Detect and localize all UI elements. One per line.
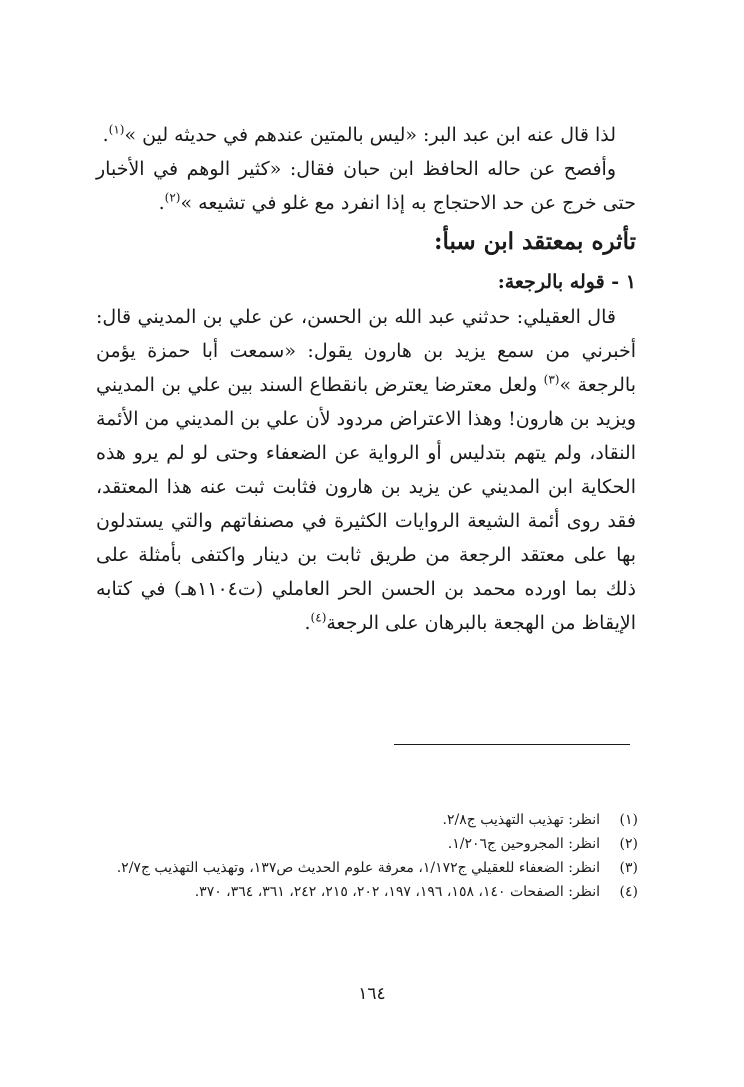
paragraph-1-text: لذا قال عنه ابن عبد البر: «ليس بالمتين عندهم في حديثه لين » [124, 124, 616, 146]
footnote-number: (١) [619, 812, 638, 828]
section-heading: تأثره بمعتقد ابن سبأ: [433, 228, 636, 255]
footnote-ref-3[interactable]: (٣) [543, 372, 560, 387]
paragraph-3-end: . [304, 612, 311, 634]
paragraph-3 [96, 300, 636, 640]
footnotes [96, 808, 638, 904]
footnote-item [96, 880, 638, 904]
footnote-text: انظر: الصفحات ١٤٠، ١٥٨، ١٩٦، ١٩٧، ٢٠٢، ٢١٥، ٢٤٢، ٣٦١، ٣٦٤، ٣٧٠. [194, 884, 600, 900]
paragraph-1 [96, 118, 636, 152]
footnote-number: (٣) [619, 860, 638, 876]
footnote-item [96, 856, 638, 880]
paragraph-3-text-a: قال العقيلي: حدثني عبد الله بن الحسن، عن علي بن المديني قال: أخبرني من سمع يزيد بن هارون يقول: «سمعت أبا حمزة يؤمن بالرجعة » [96, 306, 636, 396]
footnote-text: انظر: تهذيب التهذيب ج٢/٨. [442, 812, 600, 828]
footnote-text: انظر: الضعفاء للعقيلي ج١/١٧٢، معرفة علوم الحديث ص١٣٧، وتهذيب التهذيب ج٢/٧. [116, 860, 600, 876]
page-number: ١٦٤ [358, 984, 386, 1004]
footnote-ref-4[interactable]: (٤) [310, 610, 327, 625]
footnote-number: (٤) [619, 884, 638, 900]
footnote-text: انظر: المجروحين ج١/٢٠٦. [447, 836, 600, 852]
footnote-divider [394, 744, 630, 745]
footnote-ref-1[interactable]: (١) [108, 122, 125, 137]
paragraph-3-text-b: ولعل معترضا يعترض بانقطاع السند بين علي بن المديني ويزيد بن هارون! وهذا الاعتراض مردود لأن علي بن المديني من الأئمة النقاد، ولم يتهم بتدليس أو الرواية عن الضعفاء وحتى لو لم يرو هذه الحكاية ابن المديني عن يزيد بن هارون فثابت ثبت عنه هذا المعتقد، فقد روى أئمة الشيعة الروايات الكثيرة في مصنفاتهم والتي يستدلون بها على معتقد الرجعة من طريق ثابت بن دينار واكتفى بأمثلة على ذلك بما اورده محمد بن الحسن الحر العاملي (ت١١٠٤هـ) في كتابه الإيقاظ من الهجعة بالبرهان على الرجعة [96, 374, 636, 634]
footnote-item [96, 808, 638, 832]
footnote-item [96, 832, 638, 856]
footnote-ref-2[interactable]: (٢) [164, 190, 181, 205]
paragraph-2 [96, 152, 636, 220]
paragraph-2-text: وأفصح عن حاله الحافظ ابن حبان فقال: «كثير الوهم في الأخبار حتى خرج عن حد الاحتجاج به إذا انفرد مع غلو في تشيعه » [96, 158, 636, 214]
paragraph-1-end: . [102, 124, 109, 146]
footnote-number: (٢) [619, 836, 638, 852]
main-text [96, 118, 636, 640]
subsection-heading: ١ - قوله بالرجعة: [497, 271, 636, 293]
paragraph-2-end: . [158, 192, 165, 214]
